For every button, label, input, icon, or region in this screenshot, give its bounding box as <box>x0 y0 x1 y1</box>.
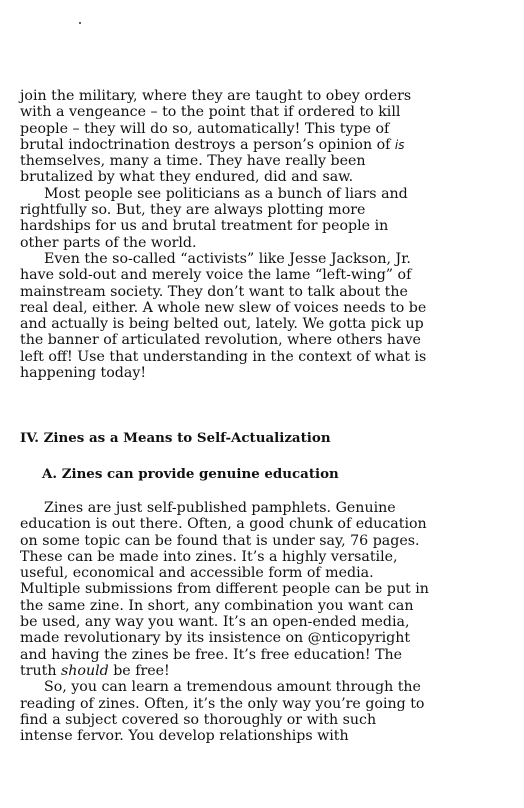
text-block-bottom <box>20 500 430 744</box>
paragraph-military-end: themselves, many a time. They have really been brutalized by what they endured, did and saw. <box>20 153 366 186</box>
paragraph-politicians: Most people see politicians as a bunch of liars and rightfully so. But, they are always plotting more hardships for us and brutal treatment for people in other parts of the world. <box>20 185 408 251</box>
scan-speck <box>79 22 81 24</box>
paragraph-activists: Even the so-called “activists” like Jesse Jackson, Jr. have sold-out and merely voice the lame “left-wing” of mainstream society. They don’t want to talk about the real deal, either. A whole new slew of voices needs to be and actually is being belted out, lately. We gotta pick up the banner of articulated revolution, where others have left off! Use that understanding in the context of what is happening today! <box>20 250 427 382</box>
paragraph-learning: So, you can learn a tremendous amount through the reading of zines. Often, it’s the only way you’re going to find a subject covered so thoroughly or with such intense fervor. You develop relationships with <box>20 679 425 745</box>
emphasis-should: should <box>60 662 109 679</box>
paragraph-zines-end: be free! <box>113 662 170 679</box>
section-heading: IV. Zines as a Means to Self-Actualization <box>20 430 331 446</box>
subsection-heading: A. Zines can provide genuine education <box>42 466 339 482</box>
paragraph-military <box>20 88 430 186</box>
paragraph-zines-text: Zines are just self-published pamphlets. Genuine education is out there. Often, a good chunk of education on some topic can be found that is under say, 76 pages. These can be made into zines. It’s a highly versatile, useful, economical and accessible form of media. Multiple submissions from different people can be put in the same zine. In short, any combination you want can be used, any way you want. It’s an open-ended media, made revolutionary by its insistence on @nticopyright and having the zines be free. It’s free education! The truth <box>20 500 429 679</box>
text-block-top <box>20 88 430 381</box>
handwritten-correction: is <box>394 137 405 152</box>
paragraph-zines <box>20 500 430 679</box>
paragraph-military-text: join the military, where they are taught to obey orders with a vengeance – to the point that if ordered to kill people – they will do so, automatically! This type of brutal indoctrination destroys a person’s opinion of <box>20 88 412 153</box>
